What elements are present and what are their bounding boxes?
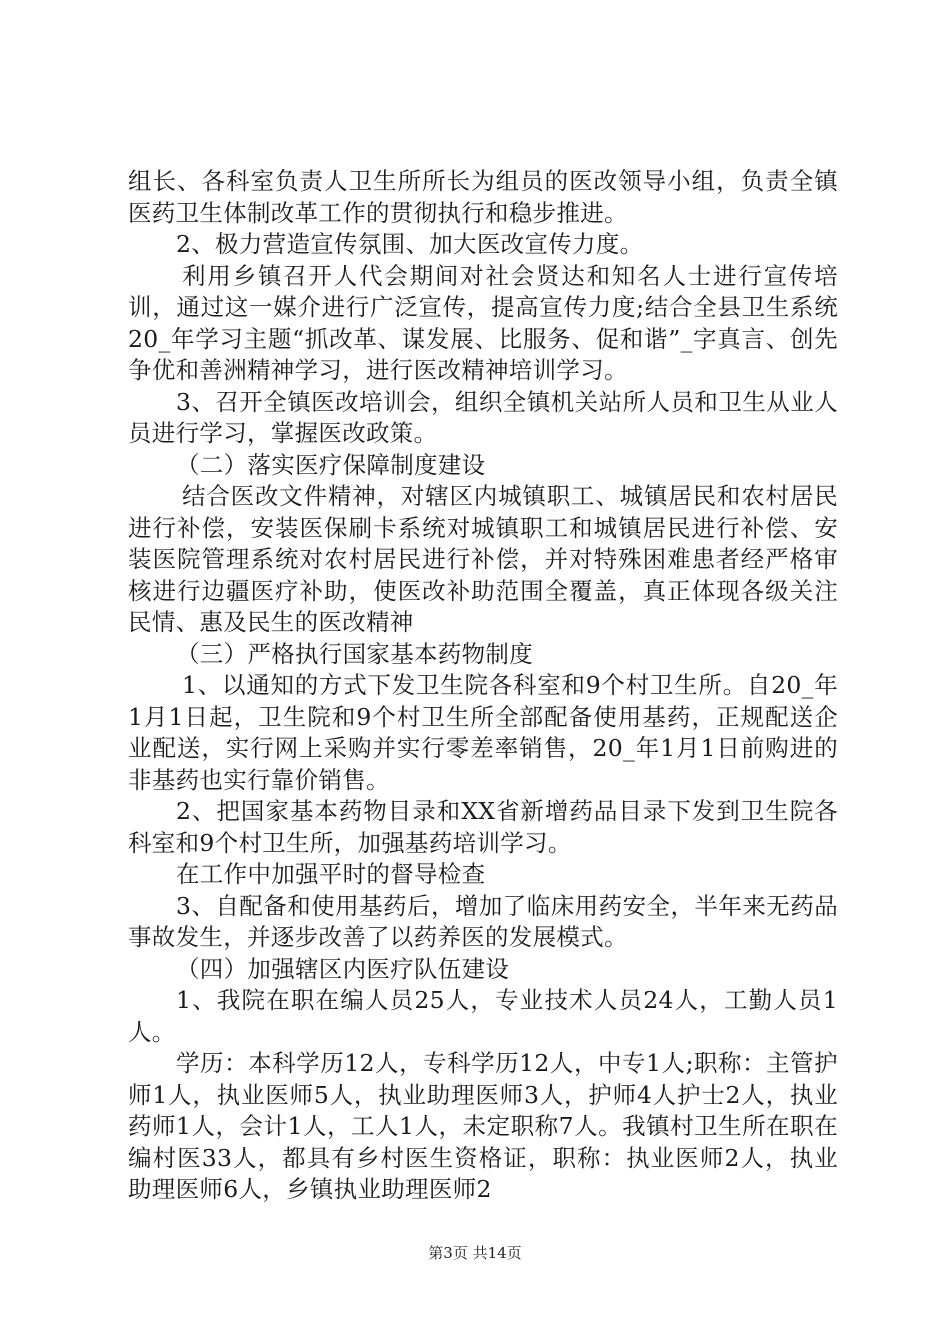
paragraph: 1、以通知的方式下发卫生院各科室和9个村卫生所。自20_年1月1日起，卫生院和9个村卫生所全部配备使用基药，正规配送企业配送，实行网上采购并实行零差率销售，20_年1月1日前购进的非基药也实行靠价销售。	[128, 671, 838, 794]
page-footer: 第3页 共14页	[428, 1244, 522, 1262]
document-body	[128, 166, 838, 1206]
paragraph: 2、把国家基本药物目录和XX省新增药品目录下发到卫生院各科室和9个村卫生所，加强基药培训学习。	[128, 797, 838, 857]
paragraph: 在工作中加强平时的督导检查	[176, 860, 486, 888]
paragraph: 2、极力营造宣传氛围、加大医改宣传力度。	[176, 230, 644, 258]
paragraph: 利用乡镇召开人代会期间对社会贤达和知名人士进行宣传培训，通过这一媒介进行广泛宣传，提高宣传力度;结合全县卫生系统20_年学习主题“抓改革、谋发展、比服务、促和谐”_字真言、创先争优和善洲精神学习，进行医改精神培训学习。	[128, 261, 838, 384]
paragraph: 结合医改文件精神，对辖区内城镇职工、城镇居民和农村居民进行补偿，安装医保刷卡系统对城镇职工和城镇居民进行补偿、安装医院管理系统对农村居民进行补偿，并对特殊困难患者经严格审核进行边疆医疗补助，使医改补助范围全覆盖，真正体现各级关注民情、惠及民生的医改精神	[128, 482, 838, 636]
paragraph: 3、自配备和使用基药后，增加了临床用药安全，半年来无药品事故发生，并逐步改善了以药养医的发展模式。	[128, 891, 838, 951]
section-heading: （三）严格执行国家基本药物制度	[176, 639, 533, 668]
section-heading: （四）加强辖区内医疗队伍建设	[176, 954, 510, 983]
paragraph: 3、召开全镇医改培训会，组织全镇机关站所人员和卫生从业人员进行学习，掌握医改政策。	[128, 387, 838, 447]
paragraph: 组长、各科室负责人卫生所所长为组员的医改领导小组，负责全镇医药卫生体制改革工作的贯彻执行和稳步推进。	[128, 167, 838, 227]
paragraph: 学历：本科学历12人，专科学历12人，中专1人;职称：主管护师1人，执业医师5人，执业助理医师3人，护师4人护士2人，执业药师1人，会计1人，工人1人，未定职称7人。我镇村卫生所在职在编村医33人，都具有乡村医生资格证，职称：执业医师2人，执业助理医师6人，乡镇执业助理医师2	[128, 1049, 838, 1203]
paragraph: 1、我院在职在编人员25人，专业技术人员24人，工勤人员1人。	[128, 986, 838, 1046]
section-heading: （二）落实医疗保障制度建设	[176, 450, 486, 479]
